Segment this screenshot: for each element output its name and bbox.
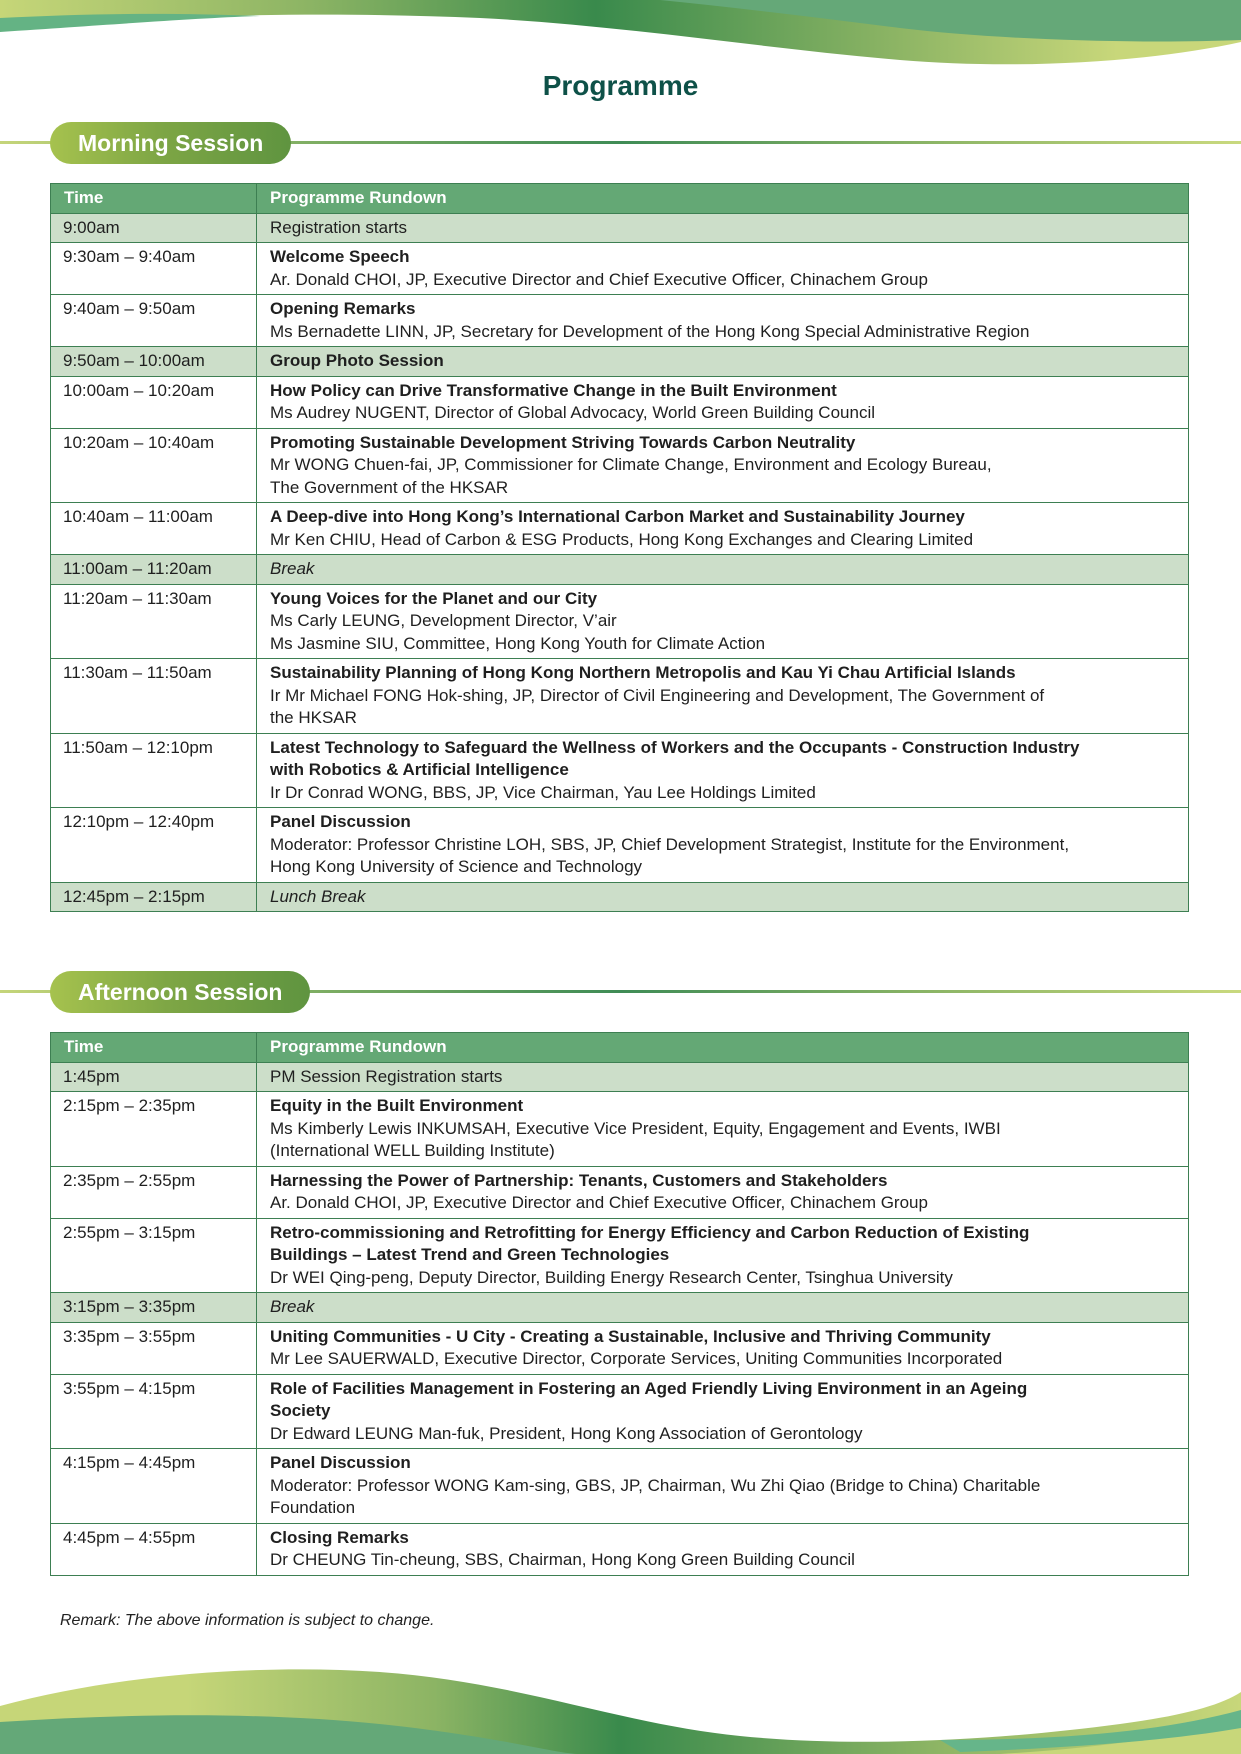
table-row <box>51 1449 1189 1524</box>
table-row <box>51 1374 1189 1449</box>
rundown-cell <box>257 1523 1189 1575</box>
time-cell: 12:10pm – 12:40pm <box>51 808 257 883</box>
column-header-time: Time <box>51 1033 257 1063</box>
speaker-line: Mr WONG Chuen-fai, JP, Commissioner for Climate Change, Environment and Ecology Bureau, <box>270 455 992 474</box>
rundown-cell <box>257 1166 1189 1218</box>
morning-programme-table <box>50 183 1189 912</box>
rundown-cell <box>257 1092 1189 1167</box>
afternoon-session-label: Afternoon Session <box>50 971 310 1013</box>
rundown-cell <box>257 213 1189 243</box>
rundown-cell <box>257 808 1189 883</box>
speaker-line: (International WELL Building Institute) <box>270 1141 555 1160</box>
column-header-time: Time <box>51 184 257 214</box>
table-header-row <box>51 184 1189 214</box>
session-title: with Robotics & Artificial Intelligence <box>270 760 569 779</box>
session-title: Buildings – Latest Trend and Green Technologies <box>270 1245 670 1264</box>
table-row <box>51 243 1189 295</box>
session-title: Welcome Speech <box>270 247 410 266</box>
time-cell: 3:35pm – 3:55pm <box>51 1322 257 1374</box>
speaker-line: Ir Mr Michael FONG Hok-shing, JP, Director of Civil Engineering and Development, The Government of <box>270 685 1045 705</box>
time-cell: 9:00am <box>51 213 257 243</box>
page-title: Programme <box>542 70 699 101</box>
table-row <box>51 376 1189 428</box>
table-row <box>51 428 1189 503</box>
time-cell: 9:30am – 9:40am <box>51 243 257 295</box>
table-row <box>51 1218 1189 1293</box>
column-header-rundown: Programme Rundown <box>257 1033 1189 1063</box>
speaker-line: Moderator: Professor WONG Kam-sing, GBS, JP, Chairman, Wu Zhi Qiao (Bridge to China) Charitable <box>270 1475 1041 1495</box>
table-row <box>51 555 1189 585</box>
time-cell: 9:50am – 10:00am <box>51 347 257 377</box>
rundown-cell <box>257 882 1189 912</box>
session-title: Retro-commissioning and Retrofitting for Energy Efficiency and Carbon Reduction of Existing <box>270 1222 1030 1242</box>
time-cell: 9:40am – 9:50am <box>51 295 257 347</box>
time-cell: 10:00am – 10:20am <box>51 376 257 428</box>
session-title: Group Photo Session <box>270 351 444 370</box>
table-row <box>51 1092 1189 1167</box>
speaker-line: Dr Edward LEUNG Man-fuk, President, Hong Kong Association of Gerontology <box>270 1423 863 1443</box>
speaker-line: Ms Bernadette LINN, JP, Secretary for Development of the Hong Kong Special Administrative Region <box>270 321 1030 341</box>
session-title: Role of Facilities Management in Fostering an Aged Friendly Living Environment in an Ageing <box>270 1378 1028 1398</box>
session-title: Young Voices for the Planet and our City <box>270 588 598 608</box>
time-cell: 11:00am – 11:20am <box>51 555 257 585</box>
session-title: Uniting Communities - U City - Creating a Sustainable, Inclusive and Thriving Community <box>270 1326 991 1346</box>
time-cell: 2:15pm – 2:35pm <box>51 1092 257 1167</box>
speaker-line: Moderator: Professor Christine LOH, SBS, JP, Chief Development Strategist, Institute for the Environment, <box>270 834 1070 854</box>
rundown-cell <box>257 1449 1189 1524</box>
session-title: Latest Technology to Safeguard the Wellness of Workers and the Occupants - Construction Industry <box>270 737 1080 757</box>
time-cell: 2:35pm – 2:55pm <box>51 1166 257 1218</box>
rundown-cell <box>257 1322 1189 1374</box>
column-header-rundown: Programme Rundown <box>257 184 1189 214</box>
speaker-line: Dr CHEUNG Tin-cheung, SBS, Chairman, Hong Kong Green Building Council <box>270 1550 855 1569</box>
speaker-line: Ms Jasmine SIU, Committee, Hong Kong Youth for Climate Action <box>270 633 766 653</box>
speaker-line: Ar. Donald CHOI, JP, Executive Director and Chief Executive Officer, Chinachem Group <box>270 1193 928 1212</box>
speaker-line: Foundation <box>270 1498 356 1517</box>
table-row <box>51 584 1189 659</box>
rundown-cell <box>257 733 1189 808</box>
time-cell: 3:55pm – 4:15pm <box>51 1374 257 1449</box>
afternoon-session-heading <box>0 971 1241 1013</box>
bottom-wave-decoration <box>0 1644 1241 1754</box>
afternoon-programme-table <box>50 1032 1189 1576</box>
time-cell: 10:20am – 10:40am <box>51 428 257 503</box>
speaker-line: Registration starts <box>270 217 407 237</box>
table-row <box>51 503 1189 555</box>
rundown-cell <box>257 584 1189 659</box>
time-cell: 12:45pm – 2:15pm <box>51 882 257 912</box>
table-row <box>51 347 1189 377</box>
speaker-line: The Government of the HKSAR <box>270 477 509 497</box>
morning-session-heading <box>0 122 1241 164</box>
rundown-cell <box>257 503 1189 555</box>
rundown-cell <box>257 555 1189 585</box>
table-row <box>51 295 1189 347</box>
remark-note: Remark: The above information is subject to change. <box>60 1612 435 1629</box>
table-row <box>51 1322 1189 1374</box>
session-title: Sustainability Planning of Hong Kong Northern Metropolis and Kau Yi Chau Artificial Islands <box>270 663 1016 682</box>
rundown-cell <box>257 428 1189 503</box>
speaker-line: Ms Carly LEUNG, Development Director, V’air <box>270 611 617 630</box>
table-row <box>51 1523 1189 1575</box>
table-row <box>51 1293 1189 1323</box>
table-row <box>51 808 1189 883</box>
time-cell: 11:30am – 11:50am <box>51 659 257 734</box>
rundown-cell <box>257 1218 1189 1293</box>
session-title: Society <box>270 1401 331 1420</box>
speaker-line: Ms Kimberly Lewis INKUMSAH, Executive Vice President, Equity, Engagement and Events, IWBI <box>270 1118 1001 1138</box>
speaker-line: Mr Ken CHIU, Head of Carbon & ESG Products, Hong Kong Exchanges and Clearing Limited <box>270 529 974 549</box>
session-title: Equity in the Built Environment <box>270 1096 524 1115</box>
time-cell: 2:55pm – 3:15pm <box>51 1218 257 1293</box>
table-row <box>51 1062 1189 1092</box>
table-row <box>51 882 1189 912</box>
time-cell: 11:50am – 12:10pm <box>51 733 257 808</box>
speaker-line: Dr WEI Qing-peng, Deputy Director, Building Energy Research Center, Tsinghua University <box>270 1267 953 1287</box>
speaker-line: Ar. Donald CHOI, JP, Executive Director and Chief Executive Officer, Chinachem Group <box>270 269 928 289</box>
session-title: Panel Discussion <box>270 812 411 831</box>
break-label: Lunch Break <box>270 886 366 906</box>
session-title: Panel Discussion <box>270 1453 411 1472</box>
session-title: Harnessing the Power of Partnership: Tenants, Customers and Stakeholders <box>270 1170 888 1190</box>
table-row <box>51 733 1189 808</box>
session-title: Closing Remarks <box>270 1527 409 1547</box>
rundown-cell <box>257 1062 1189 1092</box>
speaker-line: Mr Lee SAUERWALD, Executive Director, Corporate Services, Uniting Communities Incorporated <box>270 1349 1003 1368</box>
morning-session-label: Morning Session <box>50 122 291 164</box>
table-row <box>51 213 1189 243</box>
table-header-row <box>51 1033 1189 1063</box>
break-label: Break <box>270 1297 315 1316</box>
session-title: Opening Remarks <box>270 299 416 318</box>
rundown-cell <box>257 347 1189 377</box>
time-cell: 11:20am – 11:30am <box>51 584 257 659</box>
session-title: A Deep-dive into Hong Kong’s International Carbon Market and Sustainability Journey <box>270 507 965 526</box>
speaker-line: Ir Dr Conrad WONG, BBS, JP, Vice Chairman, Yau Lee Holdings Limited <box>270 782 816 802</box>
session-title: Promoting Sustainable Development Striving Towards Carbon Neutrality <box>270 432 856 452</box>
speaker-line: the HKSAR <box>270 708 357 727</box>
table-row <box>51 1166 1189 1218</box>
speaker-line: Ms Audrey NUGENT, Director of Global Advocacy, World Green Building Council <box>270 403 876 422</box>
session-title: How Policy can Drive Transformative Change in the Built Environment <box>270 380 837 400</box>
time-cell: 1:45pm <box>51 1062 257 1092</box>
rundown-cell <box>257 243 1189 295</box>
rundown-cell <box>257 659 1189 734</box>
time-cell: 3:15pm – 3:35pm <box>51 1293 257 1323</box>
time-cell: 4:15pm – 4:45pm <box>51 1449 257 1524</box>
time-cell: 10:40am – 11:00am <box>51 503 257 555</box>
speaker-line: Hong Kong University of Science and Technology <box>270 857 643 876</box>
time-cell: 4:45pm – 4:55pm <box>51 1523 257 1575</box>
rundown-cell <box>257 1374 1189 1449</box>
rundown-cell <box>257 295 1189 347</box>
table-row <box>51 659 1189 734</box>
top-wave-decoration <box>0 0 1241 70</box>
speaker-line: PM Session Registration starts <box>270 1066 503 1086</box>
rundown-cell <box>257 1293 1189 1323</box>
rundown-cell <box>257 376 1189 428</box>
break-label: Break <box>270 559 315 578</box>
